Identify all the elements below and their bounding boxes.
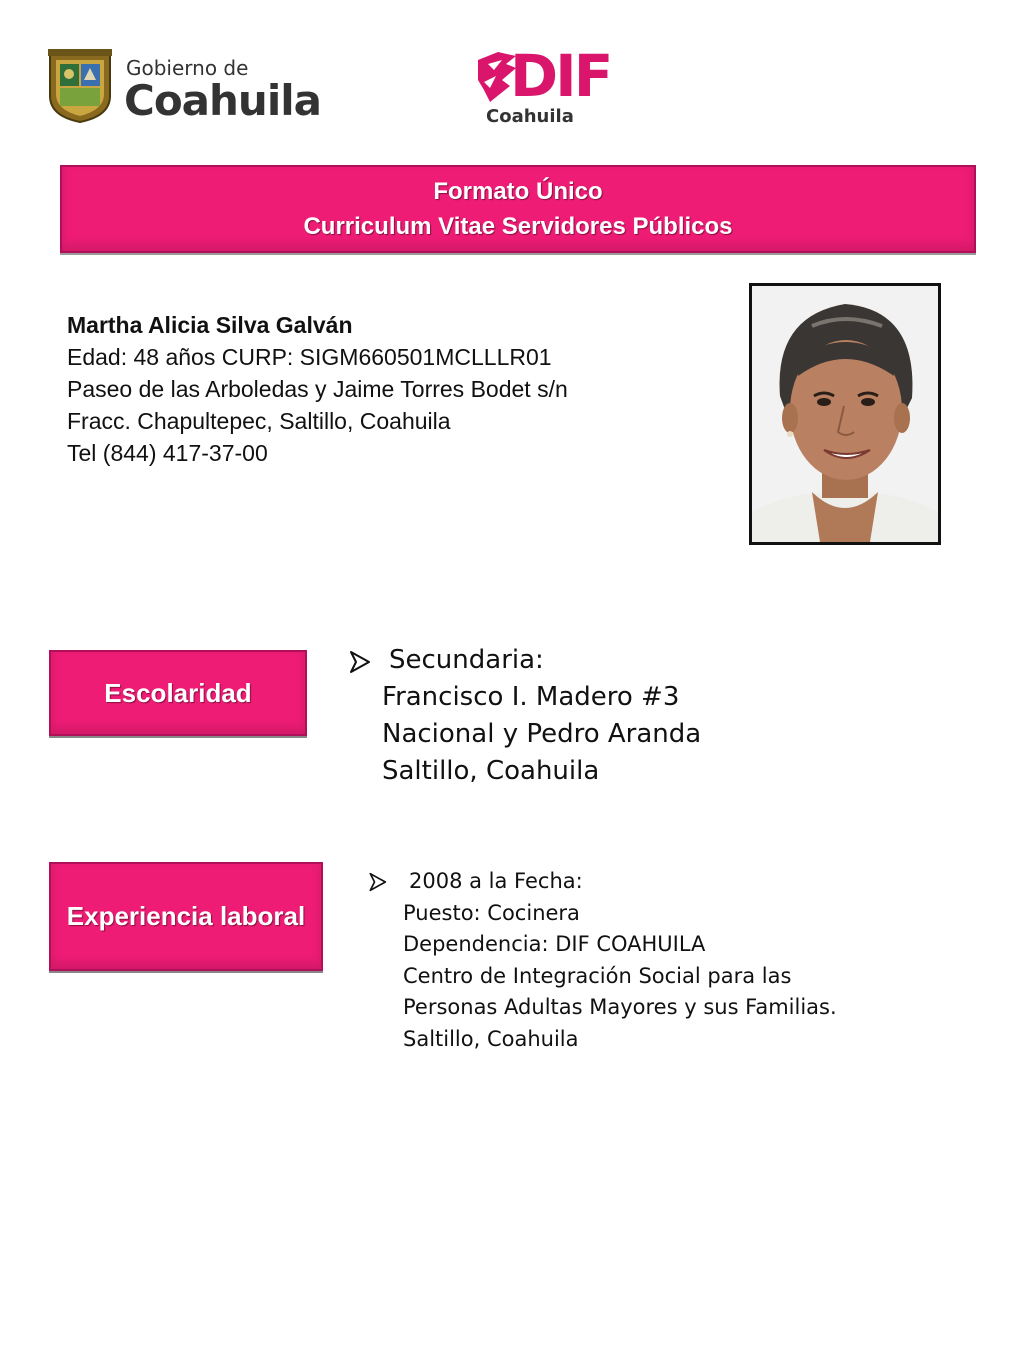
- title-line1: Formato Único: [433, 178, 603, 205]
- experience-city: Saltillo, Coahuila: [403, 1026, 579, 1051]
- education-section: [347, 642, 701, 790]
- education-level: Secundaria:: [389, 645, 544, 675]
- person-phone: Tel (844) 417-37-00: [67, 440, 268, 466]
- personal-info: [67, 309, 568, 469]
- title-line2: Curriculum Vitae Servidores Públicos: [303, 213, 733, 240]
- portrait-image: [752, 286, 938, 542]
- title-banner: [60, 165, 976, 253]
- person-photo: [749, 283, 941, 545]
- coat-of-arms-icon: [44, 46, 116, 124]
- escolaridad-label: Escolaridad: [49, 650, 307, 736]
- dif-logo-sub: Coahuila: [486, 106, 574, 127]
- dif-coahuila-logo: [474, 42, 611, 134]
- arrow-bullet-icon: [347, 650, 371, 674]
- education-school: Francisco I. Madero #3: [382, 682, 680, 712]
- experience-section: [367, 866, 837, 1055]
- experience-center-line1: Centro de Integración Social para las: [403, 963, 792, 988]
- gov-logo-line1: Gobierno de: [126, 56, 249, 80]
- person-name: Martha Alicia Silva Galván: [67, 312, 353, 338]
- person-address-line1: Paseo de las Arboledas y Jaime Torres Bodet s/n: [67, 376, 568, 402]
- arrow-bullet-icon: [367, 872, 387, 892]
- experience-position: Puesto: Cocinera: [403, 900, 580, 925]
- experiencia-laboral-label: Experiencia laboral: [49, 862, 323, 971]
- person-address-line2: Fracc. Chapultepec, Saltillo, Coahuila: [67, 408, 451, 434]
- dif-logo-word: DIF: [510, 42, 611, 110]
- education-address: Nacional y Pedro Aranda: [382, 719, 702, 749]
- experience-period: 2008 a la Fecha:: [409, 869, 583, 893]
- gov-logo-line2: Coahuila: [124, 76, 321, 125]
- person-age-curp: Edad: 48 años CURP: SIGM660501MCLLLR01: [67, 344, 552, 370]
- experience-center-line2: Personas Adultas Mayores y sus Familias.: [403, 995, 837, 1019]
- education-city: Saltillo, Coahuila: [382, 756, 600, 786]
- gobierno-coahuila-logo: [44, 46, 321, 126]
- experience-dependency: Dependencia: DIF COAHUILA: [403, 932, 706, 956]
